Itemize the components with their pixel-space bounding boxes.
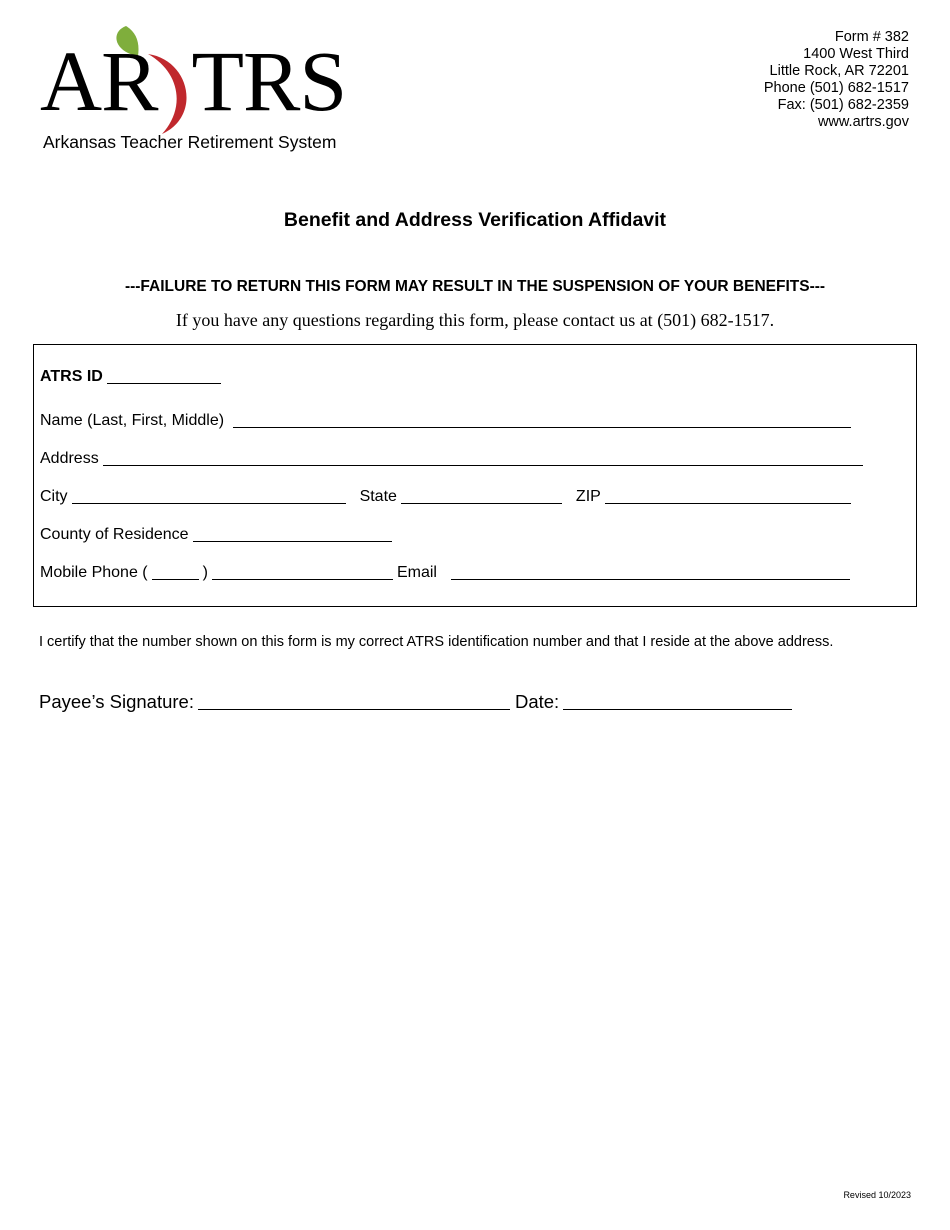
state-field[interactable] — [401, 487, 562, 504]
logo-trs-text: TRS — [191, 33, 347, 129]
county-row — [40, 525, 392, 545]
name-row — [40, 411, 851, 431]
state-label: State — [359, 488, 397, 505]
city-label: City — [40, 488, 68, 505]
form-number: Form # 382 — [834, 29, 909, 45]
suspension-warning: ---FAILURE TO RETURN THIS FORM MAY RESULT IN THE SUSPENSION OF YOUR BENEFITS--- — [124, 278, 826, 295]
atrs-id-row — [40, 367, 221, 387]
date-field[interactable] — [563, 691, 792, 710]
atrs-id-field[interactable] — [107, 367, 221, 384]
revision-date: Revised 10/2023 — [843, 1190, 911, 1200]
artrs-logo — [40, 26, 370, 156]
street-address: 1400 West Third — [803, 46, 909, 62]
city-state-zip: Little Rock, AR 72201 — [769, 63, 909, 79]
county-field[interactable] — [193, 525, 392, 542]
email-label: Email — [396, 564, 437, 581]
website[interactable]: www.artrs.gov — [817, 114, 909, 130]
signature-label: Payee’s Signature: — [39, 691, 194, 712]
logo-subtitle: Arkansas Teacher Retirement System — [43, 132, 337, 152]
address-field[interactable] — [103, 449, 863, 466]
address-row — [40, 449, 863, 469]
county-label: County of Residence — [40, 526, 189, 543]
signature-field[interactable] — [198, 691, 510, 710]
agency-address-block — [764, 29, 909, 131]
mobile-phone-field[interactable] — [212, 563, 393, 580]
mobile-phone-close-paren: ) — [202, 564, 208, 581]
name-field[interactable] — [233, 411, 851, 428]
address-label: Address — [40, 450, 99, 467]
city-state-zip-row — [40, 487, 851, 507]
certification-statement: I certify that the number shown on this form is my correct ATRS identification number and that I reside at the above address. — [39, 634, 834, 650]
form-title: Benefit and Address Verification Affidavit — [283, 209, 667, 231]
atrs-id-label: ATRS ID — [40, 368, 103, 385]
area-code-field[interactable] — [152, 563, 199, 580]
logo-ar-text: AR — [40, 33, 158, 129]
member-info-box — [33, 344, 917, 607]
mobile-phone-label: Mobile Phone ( — [40, 564, 148, 581]
email-field[interactable] — [451, 563, 850, 580]
logo-wordmark — [40, 33, 347, 129]
phone-email-row — [40, 563, 850, 583]
city-field[interactable] — [72, 487, 346, 504]
zip-field[interactable] — [605, 487, 851, 504]
name-label: Name (Last, First, Middle) — [40, 412, 225, 429]
contact-note: If you have any questions regarding this form, please contact us at (501) 682-1517. — [175, 310, 775, 330]
phone-number: Phone (501) 682-1517 — [763, 80, 909, 96]
zip-label: ZIP — [575, 488, 601, 505]
fax-number: Fax: (501) 682-2359 — [777, 97, 909, 113]
signature-row — [39, 690, 792, 714]
date-label: Date: — [514, 691, 560, 712]
